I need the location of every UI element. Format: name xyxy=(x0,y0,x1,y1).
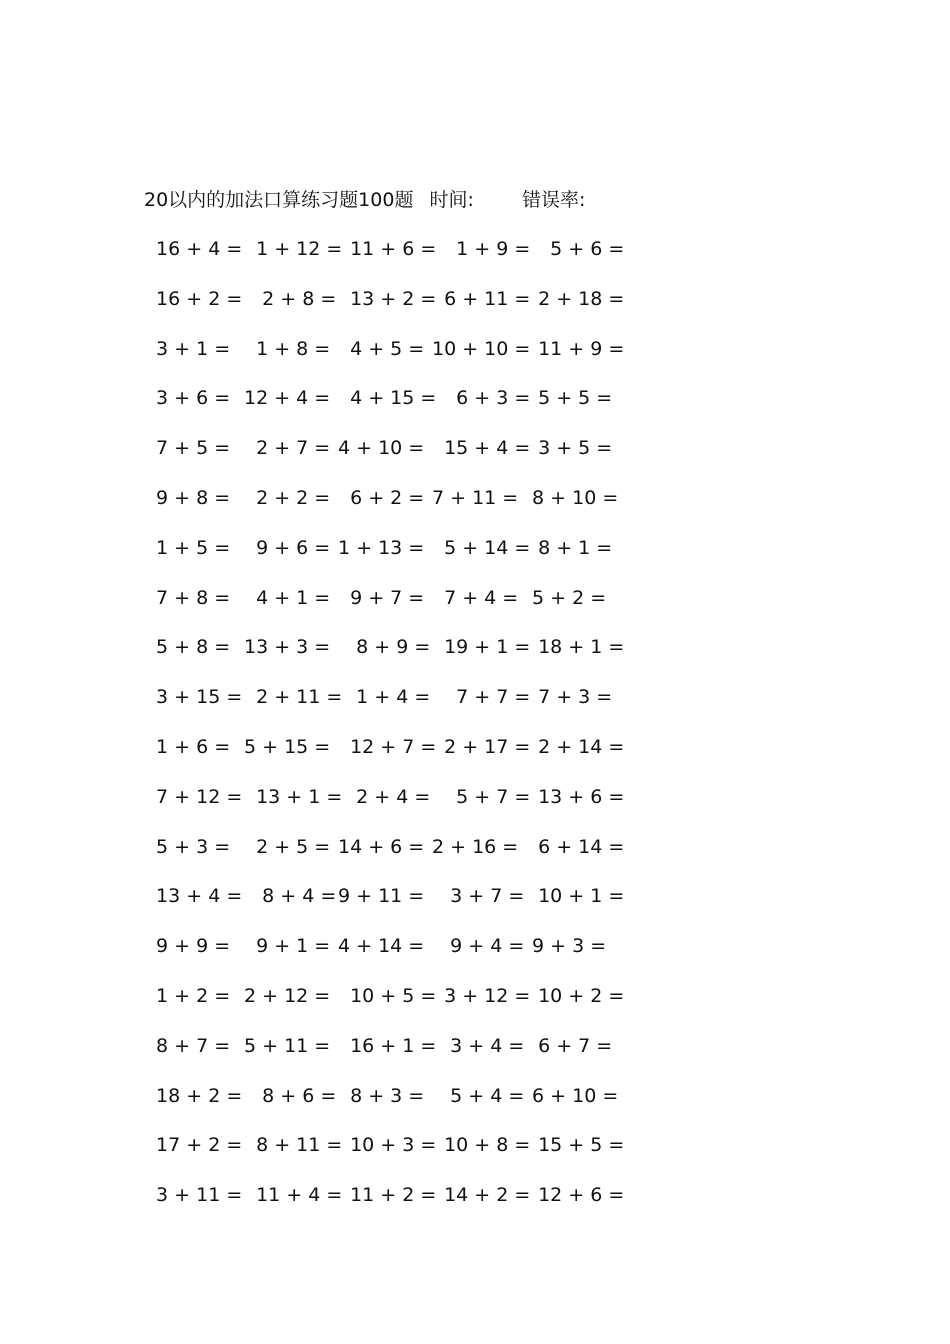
addition-problem: 16 + 2 = xyxy=(150,287,243,310)
addition-problem: 12 + 4 = xyxy=(244,387,331,410)
addition-problem: 3 + 12 = xyxy=(432,984,531,1007)
addition-problem: 14 + 2 = xyxy=(432,1184,531,1207)
addition-problem: 6 + 2 = xyxy=(338,486,425,509)
addition-problem: 5 + 5 = xyxy=(526,387,613,410)
addition-problem: 8 + 3 = xyxy=(338,1084,425,1107)
addition-problem: 3 + 11 = xyxy=(150,1184,243,1207)
addition-problem: 7 + 3 = xyxy=(526,686,613,709)
addition-problem: 13 + 1 = xyxy=(244,785,343,808)
addition-problem: 2 + 12 = xyxy=(244,984,331,1007)
addition-problem: 6 + 11 = xyxy=(432,287,531,310)
addition-problem: 17 + 2 = xyxy=(150,1134,243,1157)
addition-problem: 1 + 8 = xyxy=(244,337,331,360)
addition-problem: 3 + 6 = xyxy=(150,387,231,410)
addition-problem: 13 + 3 = xyxy=(244,636,331,659)
addition-problem: 7 + 4 = xyxy=(432,586,519,609)
addition-problem: 9 + 8 = xyxy=(150,486,231,509)
addition-problem: 1 + 13 = xyxy=(338,536,425,559)
addition-problem: 18 + 1 = xyxy=(526,636,625,659)
addition-problem: 1 + 12 = xyxy=(244,238,343,260)
addition-problem: 10 + 1 = xyxy=(526,885,625,908)
worksheet-header xyxy=(144,185,585,215)
addition-problem: 6 + 3 = xyxy=(432,387,531,410)
addition-problem: 15 + 4 = xyxy=(432,437,531,460)
addition-problem: 10 + 10 = xyxy=(432,337,531,360)
addition-problem: 4 + 10 = xyxy=(338,437,425,460)
addition-problem: 8 + 4 = xyxy=(244,885,337,908)
addition-problem: 1 + 2 = xyxy=(150,984,231,1007)
addition-problem: 5 + 6 = xyxy=(526,238,625,260)
addition-problem: 2 + 17 = xyxy=(432,735,531,758)
addition-problem: 8 + 10 = xyxy=(526,486,619,509)
addition-problem: 11 + 9 = xyxy=(526,337,625,360)
addition-problem: 7 + 5 = xyxy=(150,437,231,460)
addition-problem: 8 + 1 = xyxy=(526,536,613,559)
addition-problem: 19 + 1 = xyxy=(432,636,531,659)
addition-problem: 2 + 7 = xyxy=(244,437,331,460)
addition-problem: 2 + 14 = xyxy=(526,735,625,758)
addition-problem: 12 + 6 = xyxy=(526,1184,625,1207)
time-label: 时间: xyxy=(429,189,474,211)
addition-problem: 2 + 16 = xyxy=(432,835,519,858)
addition-problem: 5 + 15 = xyxy=(244,735,331,758)
addition-problem: 3 + 4 = xyxy=(432,1034,525,1057)
addition-problem: 5 + 14 = xyxy=(432,536,531,559)
addition-problem: 9 + 6 = xyxy=(244,536,331,559)
addition-problem: 2 + 5 = xyxy=(244,835,331,858)
addition-problem: 12 + 7 = xyxy=(338,735,437,758)
addition-problem: 6 + 14 = xyxy=(526,835,625,858)
addition-problem: 1 + 5 = xyxy=(150,536,231,559)
addition-problem: 1 + 9 = xyxy=(432,238,531,260)
addition-problem: 3 + 1 = xyxy=(150,337,231,360)
addition-problem: 11 + 2 = xyxy=(338,1184,437,1207)
addition-problem: 7 + 11 = xyxy=(432,486,519,509)
addition-problem: 15 + 5 = xyxy=(526,1134,625,1157)
worksheet-title: 20以内的加法口算练习题100题 xyxy=(144,189,414,211)
addition-problem: 13 + 6 = xyxy=(526,785,625,808)
addition-problem: 16 + 1 = xyxy=(338,1034,437,1057)
addition-problem: 6 + 10 = xyxy=(526,1084,619,1107)
addition-problem: 13 + 4 = xyxy=(150,885,243,908)
addition-problem: 5 + 7 = xyxy=(432,785,531,808)
addition-problem: 9 + 4 = xyxy=(432,935,525,958)
addition-problem: 2 + 8 = xyxy=(244,287,337,310)
addition-problem: 3 + 5 = xyxy=(526,437,613,460)
addition-problem: 10 + 5 = xyxy=(338,984,437,1007)
addition-problem: 1 + 6 = xyxy=(150,735,231,758)
addition-problem: 18 + 2 = xyxy=(150,1084,243,1107)
addition-problem: 5 + 3 = xyxy=(150,835,231,858)
addition-problem: 10 + 8 = xyxy=(432,1134,531,1157)
addition-problem: 9 + 3 = xyxy=(526,935,607,958)
addition-problem: 8 + 6 = xyxy=(244,1084,337,1107)
addition-problem: 5 + 11 = xyxy=(244,1034,331,1057)
addition-problem: 2 + 4 = xyxy=(338,785,431,808)
addition-problem: 10 + 2 = xyxy=(526,984,625,1007)
addition-problem: 16 + 4 = xyxy=(150,238,243,260)
addition-problem: 11 + 6 = xyxy=(338,238,437,260)
addition-problem: 8 + 9 = xyxy=(338,636,431,659)
addition-problem: 5 + 2 = xyxy=(526,586,607,609)
addition-problem: 7 + 8 = xyxy=(150,586,231,609)
addition-problem: 5 + 8 = xyxy=(150,636,231,659)
addition-problem: 2 + 2 = xyxy=(244,486,331,509)
error-rate-label: 错误率: xyxy=(521,189,586,211)
addition-problem: 3 + 7 = xyxy=(432,885,525,908)
addition-problem: 13 + 2 = xyxy=(338,287,437,310)
addition-problem: 11 + 4 = xyxy=(244,1184,343,1207)
addition-problem: 1 + 4 = xyxy=(338,686,431,709)
addition-problem: 6 + 7 = xyxy=(526,1034,613,1057)
addition-problem: 9 + 9 = xyxy=(150,935,231,958)
addition-problem: 4 + 1 = xyxy=(244,586,331,609)
addition-problem: 4 + 5 = xyxy=(338,337,425,360)
addition-problem: 9 + 1 = xyxy=(244,935,331,958)
addition-problem: 4 + 15 = xyxy=(338,387,437,410)
addition-problem: 2 + 11 = xyxy=(244,686,343,709)
addition-problem: 14 + 6 = xyxy=(338,835,425,858)
addition-problem: 7 + 12 = xyxy=(150,785,243,808)
addition-problem: 5 + 4 = xyxy=(432,1084,525,1107)
addition-problem: 3 + 15 = xyxy=(150,686,243,709)
addition-problem: 9 + 11 = xyxy=(338,885,425,908)
addition-problem: 9 + 7 = xyxy=(338,586,425,609)
addition-problem: 8 + 7 = xyxy=(150,1034,231,1057)
addition-problem: 10 + 3 = xyxy=(338,1134,437,1157)
addition-problem: 7 + 7 = xyxy=(432,686,531,709)
addition-problem: 2 + 18 = xyxy=(526,287,625,310)
addition-problem: 4 + 14 = xyxy=(338,935,425,958)
addition-problem: 8 + 11 = xyxy=(244,1134,343,1157)
